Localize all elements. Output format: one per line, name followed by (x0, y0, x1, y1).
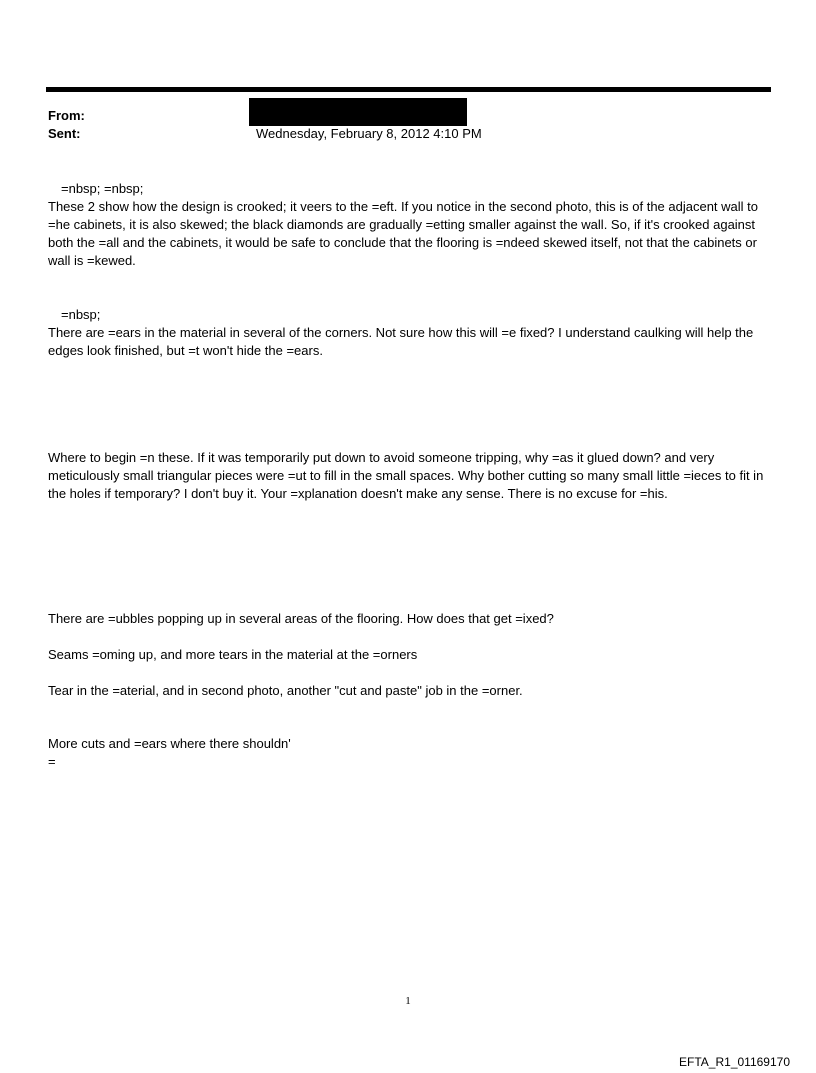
paragraph-seams: Seams =oming up, and more tears in the material at the =orners (48, 647, 418, 662)
paragraph-tears-corners (48, 306, 778, 360)
page-number: 1 (405, 995, 411, 1007)
paragraph-text: There are =ears in the material in several of the corners. Not sure how this will =e fixed? I understand caulking will help the edges look finished, but =t won't hide the =ears. (48, 325, 754, 358)
nbsp-line: =nbsp; =nbsp; (61, 181, 144, 196)
paragraph-text: More cuts and =ears where there shouldn' (48, 736, 291, 751)
paragraph-tear-material: Tear in the =aterial, and in second photo, another "cut and paste" job in the =orner. (48, 683, 523, 698)
document-id: EFTA_R1_01169170 (679, 1055, 790, 1069)
paragraph-where-to-begin: Where to begin =n these. If it was temporarily put down to avoid someone tripping, why =as it glued down? and very meticulously small triangular pieces were =ut to fill in the small spaces. Why bother cutting so many small little =ieces to fit in the holes if temporary? I don't buy it. Your =xplanation doesn't make any sense. There is no excuse for =his. (48, 450, 764, 501)
paragraph-bubbles: There are =ubbles popping up in several areas of the flooring. How does that get =ixed? (48, 611, 554, 626)
nbsp-line: =nbsp; (61, 307, 101, 322)
paragraph-more-cuts (48, 735, 778, 771)
paragraph-design-crooked (48, 180, 778, 270)
redaction-block (249, 98, 467, 126)
paragraph-text: These 2 show how the design is crooked; it veers to the =eft. If you notice in the second photo, this is of the adjacent wall to =he cabinets, it is also skewed; the black diamonds are gradually =etting smaller against the wall. So, if it's crooked against both the =all and the cabinets, it would be safe to conclude that the flooring is =ndeed skewed itself, not that the cabinets or wall is =kewed. (48, 199, 758, 268)
paragraph-tail: = (48, 754, 56, 769)
header-rule (46, 87, 771, 92)
from-label: From: (48, 108, 85, 123)
sent-label: Sent: (48, 126, 81, 141)
sent-value: Wednesday, February 8, 2012 4:10 PM (256, 126, 482, 141)
